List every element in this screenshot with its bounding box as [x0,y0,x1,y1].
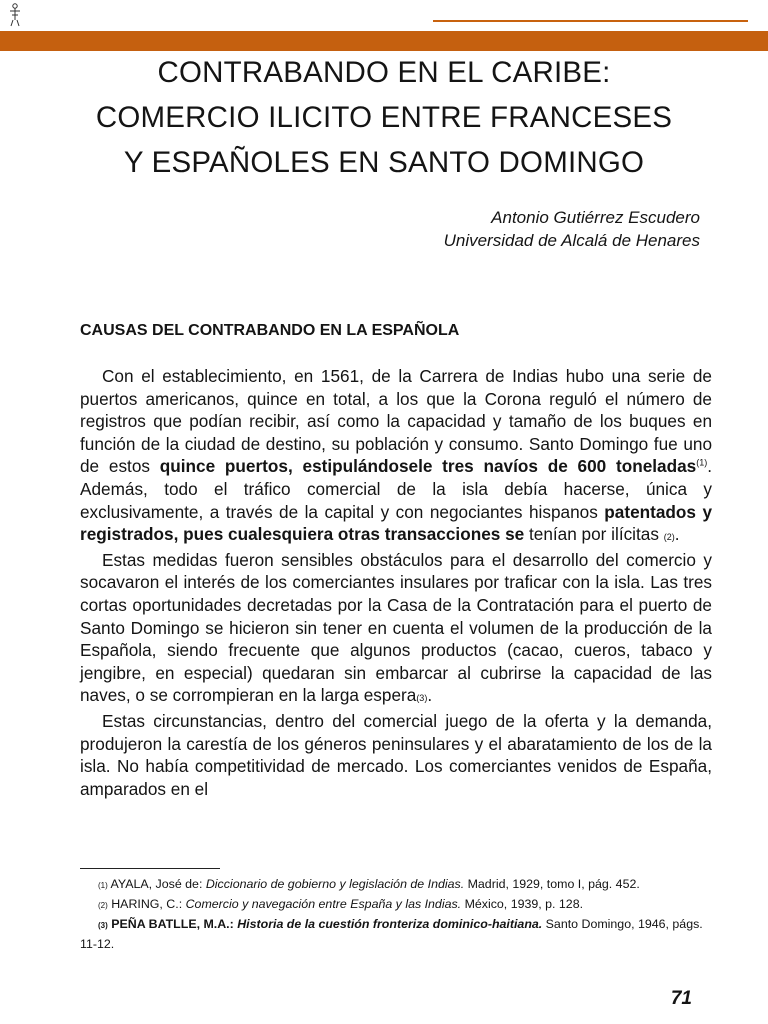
footnote-mark: (1) [98,881,108,890]
p1-text-f: . [674,524,680,545]
top-strip [0,0,768,31]
section-heading: CAUSAS DEL CONTRABANDO EN LA ESPAÑOLA [80,322,460,339]
footnote-3 [80,915,712,954]
author-affiliation: Universidad de Alcalá de Henares [443,231,700,250]
author-block [444,206,700,252]
footnote-2 [80,895,712,915]
footnote-author: PEÑA BATLLE, M.A.: [111,917,234,931]
title-line-2: COMERCIO ILICITO ENTRE FRANCESES [95,101,673,134]
footnote-1 [80,875,712,895]
figure-logo-icon [8,2,22,28]
p1-text-e: tenían por ilícitas [529,524,659,545]
footnote-rest: Santo Domingo, 1946, págs. 11-12. [80,917,703,951]
p2-text-b: . [427,685,433,706]
footnote-rule [80,868,220,869]
footnote-mark: (3) [98,921,108,930]
footnote-ref-1: (1) [696,457,708,468]
footnote-title: Comercio y navegación entre España y las Indias. [185,897,462,911]
author-name: Antonio Gutiérrez Escudero [491,208,700,227]
footnote-author: HARING, C.: [111,897,183,911]
p2-text-a: Estas medidas fueron sensibles obstáculos para el desarrollo del comercio y socavaron el interés de los comerciantes insulares por traficar con la isla. Las tres cortas oportunidades decretadas por la Casa de la Contratación para el puerto de Santo Domingo se hicieron sin tener en cuenta el volumen de la producción de la Española, siendo frecuente que algunos productos (cacao, cueros, tabaco y jengibre, en especial) quedaran sin embarcar al cubrirse la capacidad de las naves, o se corrompieran en la larga espera [80,549,712,706]
footnote-title: Historia de la cuestión fronteriza dominico-haitiana. [237,917,543,931]
footnote-mark: (2) [98,901,108,910]
p1-text-b: quince puertos, estipulándosele tres navíos de 600 toneladas [159,456,697,477]
page-number: 71 [670,988,692,1009]
p1-text-d: patentados y registrados, pues cualesquiera otras transacciones se [80,501,713,545]
footnote-author: AYALA, José de: [110,877,203,891]
footnotes [80,875,712,954]
header-band [0,31,768,51]
footnote-title: Diccionario de gobierno y legislación de Indias. [205,877,465,891]
title-line-3: Y ESPAÑOLES EN SANTO DOMINGO [123,146,645,179]
paragraph-2 [80,549,712,710]
footnote-rest: México, 1939, p. 128. [464,897,584,911]
body-text [80,365,712,800]
footnote-ref-2: (2) [663,532,675,543]
title-line-1: CONTRABANDO EN EL CARIBE: [157,56,611,89]
footnote-ref-3: (3) [416,693,428,704]
p1-text-a: Con el establecimiento, en 1561, de la Carrera de Indias hubo una serie de puertos americanos, quince en total, a los que la Corona reguló el número de registros que podían recibir, así como la capacidad y tamaño de los buques en función de la ciudad de destino, su población y consumo. Santo Domingo fue uno de estos [80,366,712,477]
paragraph-1 [80,365,712,549]
article-title [0,50,768,185]
header-rule [433,20,748,22]
paragraph-3: Estas circunstancias, dentro del comercial juego de la oferta y la demanda, produjeron la carestía de los géneros peninsulares y el abaratamiento de los de la isla. No había competitividad de mercado. Los comerciantes venidos de España, amparados en el [80,710,712,799]
p1-text-c: . Además, todo el tráfico comercial de la isla debía hacerse, única y exclusivamente, a través de la capital y con negociantes hispanos [80,456,712,522]
footnote-rest: Madrid, 1929, tomo I, pág. 452. [467,877,640,891]
